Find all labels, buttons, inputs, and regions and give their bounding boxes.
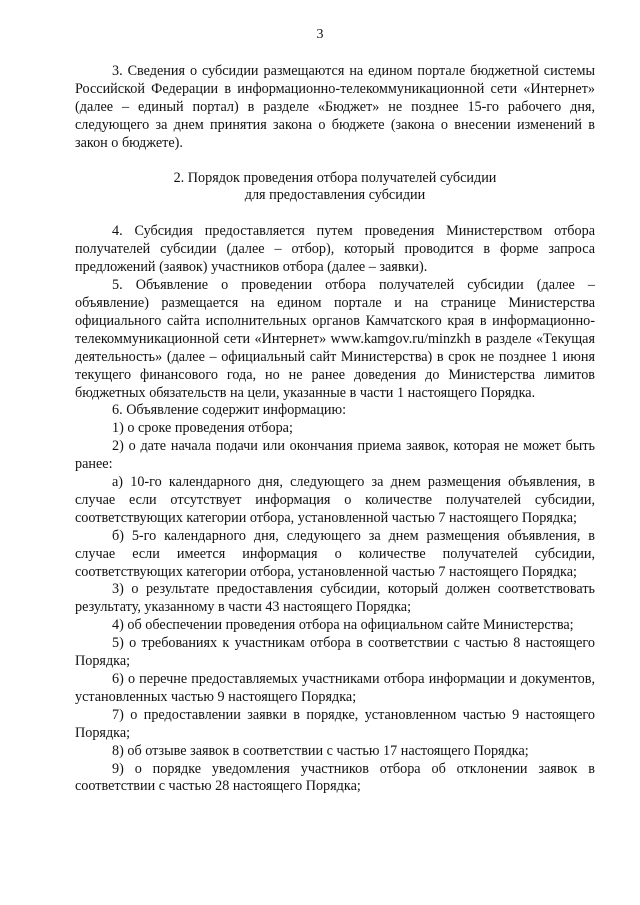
list-item-8: 8) об отзыве заявок в соответствии с частью 17 настоящего Порядка;	[112, 742, 529, 759]
paragraph-4: 4. Субсидия предоставляется путем проведения Министерством отбора получателей субсидии (далее – отбор), который проводится в форме запроса предложений (заявок) участников отбора (далее – заявки).	[75, 223, 595, 276]
list-item-1: 1) о сроке проведения отбора;	[112, 420, 293, 437]
document-body	[75, 63, 595, 796]
list-item-3: 3) о результате предоставления субсидии, который должен соответствовать результату, указанному в части 43 настоящего Порядка;	[75, 581, 595, 616]
section-heading-line-1: 2. Порядок проведения отбора получателей субсидии	[173, 169, 497, 186]
list-item-6: 6) о перечне предоставляемых участниками отбора информации и документов, установленных частью 9 настоящего Порядка;	[75, 671, 595, 705]
paragraph-5: 5. Объявление о проведении отбора получателей субсидии (далее – объявление) размещается на едином портале и на странице Министерства официального сайта исполнительных органов Камчатского края в информационно-телекоммуникационной сети «Интернет» www.kamgov.ru/minzkh в разделе «Текущая деятельность» (далее – официальный сайт Министерства) в срок не позднее 1 июня текущего финансового года, но не ранее доведения до Министерства лимитов бюджетных обязательств на цели, указанные в части 1 настоящего Порядка.	[75, 277, 595, 401]
paragraph-3: 3. Сведения о субсидии размещаются на едином портале бюджетной системы Российской Федерации в информационно-телекоммуникационной сети «Интернет» (далее – единый портал) в разделе «Бюджет» не позднее 15-го рабочего дня, следующего за днем принятия закона о бюджете (закона о внесении изменений в закон о бюджете).	[75, 63, 595, 151]
paragraph-6: 6. Объявление содержит информацию:	[112, 402, 347, 419]
list-item-4: 4) об обеспечении проведения отбора на официальном сайте Министерства;	[112, 617, 574, 634]
list-item-2b: б) 5-го календарного дня, следующего за днем размещения объявления, в случае если имеется информация о количестве получателей субсидии, соответствующих категории отбора, установленной частью 7 настоящего Порядка;	[75, 527, 595, 580]
page-number: 3	[316, 27, 324, 42]
list-item-5: 5) о требованиях к участникам отбора в соответствии с частью 8 настоящего Порядка;	[75, 635, 595, 670]
section-heading	[75, 170, 595, 206]
list-item-9: 9) о порядке уведомления участников отбора об отклонении заявок в соответствии с частью 28 настоящего Порядка;	[75, 760, 595, 795]
list-item-2a: а) 10-го календарного дня, следующего за днем размещения объявления, в случае если отсутствует информация о количестве получателей субсидии, соответствующих категории отбора, установленной частью 7 настоящего Порядка;	[75, 474, 595, 526]
list-item-7: 7) о предоставлении заявки в порядке, установленном частью 9 настоящего Порядка;	[75, 706, 595, 741]
section-heading-line-2: для предоставления субсидии	[244, 187, 426, 204]
list-item-2: 2) о дате начала подачи или окончания приема заявок, которая не может быть ранее:	[75, 438, 595, 473]
